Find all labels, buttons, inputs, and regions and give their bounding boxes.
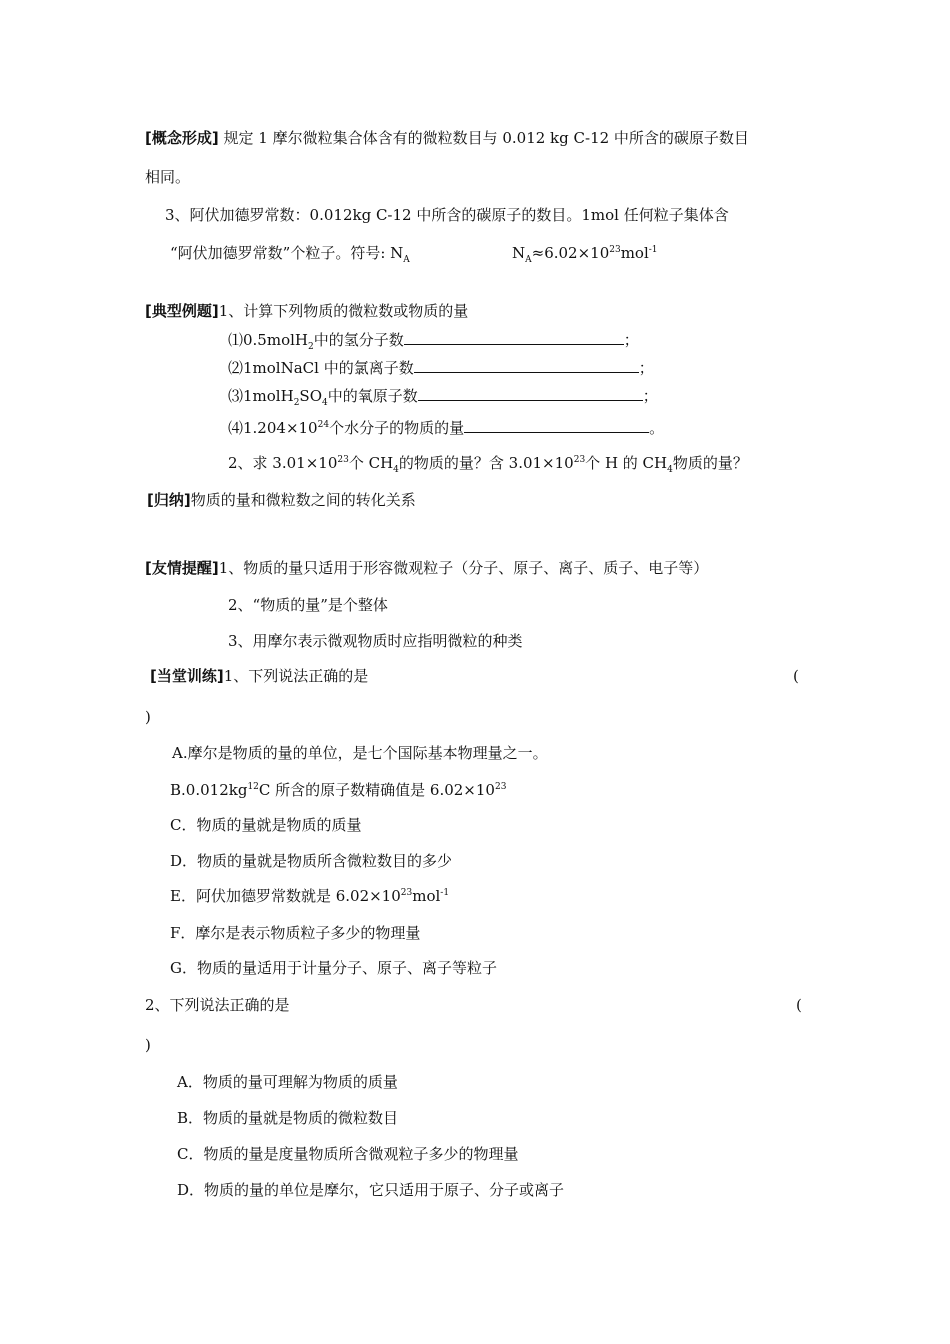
- avogadro-line-2: [170, 243, 410, 263]
- example-item-1: [228, 330, 639, 350]
- q1-option-e-a: E．阿伏加德罗常数就是 6.02×10: [170, 887, 401, 905]
- example-q2-sup1: 23: [337, 455, 349, 465]
- examples-q1: 1、计算下列物质的微粒数或物质的量: [218, 302, 469, 320]
- avogadro-value-main: ≈6.02×10: [531, 244, 610, 262]
- example-item-3: [228, 386, 658, 406]
- summary-text: 物质的量和微粒数之间的转化关系: [190, 491, 416, 509]
- example-q2: [228, 453, 748, 473]
- avogadro-value-sub: A: [525, 255, 532, 265]
- avogadro-value-n: N: [512, 244, 526, 262]
- example-item-2: [228, 358, 654, 378]
- tips-item-1: 1、物质的量只适用于形容微观粒子（分子、原子、离子、质子、电子等）: [218, 559, 709, 577]
- example-item-2-a: ⑵1molNaCl 中的氯离子数: [228, 359, 414, 377]
- q1-option-b: [170, 780, 506, 800]
- example-item-3-sub2: 4: [322, 398, 328, 408]
- practice-tag: [当堂训练]: [150, 667, 224, 685]
- example-q2-sub1: 4: [393, 465, 399, 475]
- examples-tag: [典型例题]: [145, 302, 219, 320]
- example-item-1-sub: 2: [308, 342, 314, 352]
- q1-option-e: [170, 886, 449, 906]
- q2-option-d: D．物质的量的单位是摩尔，它只适用于原子、分子或离子: [177, 1181, 565, 1199]
- q1-option-b-sup: 12: [247, 782, 259, 792]
- example-q2-e: 物质的量？: [672, 454, 748, 472]
- practice-q2-paren-open: (: [796, 996, 802, 1014]
- practice-q2-paren-close: ): [145, 1036, 151, 1054]
- avogadro-value: [512, 243, 658, 263]
- practice-q1: [150, 666, 368, 686]
- example-item-3-a2: SO: [299, 387, 322, 405]
- q2-option-a: A．物质的量可理解为物质的质量: [177, 1073, 398, 1091]
- example-q2-b: 个 CH: [348, 454, 394, 472]
- tips-line-1: [145, 558, 708, 578]
- example-item-3-sub: 2: [293, 398, 300, 408]
- example-item-1-a: ⑴0.5molH: [228, 331, 308, 349]
- practice-q1-paren-close: ): [145, 708, 151, 726]
- example-item-4-end: 。: [649, 419, 665, 437]
- q1-option-c: C．物质的量就是物质的质量: [170, 816, 362, 834]
- avogadro-value-exp: 23: [609, 245, 621, 255]
- q2-option-c: C．物质的量是度量物质所含微观粒子多少的物理量: [177, 1145, 519, 1163]
- q1-option-e-b: mol: [412, 887, 441, 905]
- example-item-4-b: 个水分子的物质的量: [329, 419, 465, 437]
- q1-option-f: F．摩尔是表示物质粒子多少的物理量: [170, 924, 421, 942]
- example-item-1-b: 中的氢分子数: [313, 331, 404, 349]
- avogadro-line-1: 3、阿伏加德罗常数：0.012kg C-12 中所含的碳原子的数目。1mol 任何粒子集体含: [165, 206, 729, 224]
- example-q2-sup2: 23: [573, 455, 586, 465]
- concept-tag: [概念形成]: [145, 129, 219, 147]
- answer-blank-3[interactable]: [418, 386, 643, 401]
- q1-option-b-b: C 所含的原子数精确值是 6.02×10: [258, 781, 495, 799]
- tips-tag: [友情提醒]: [145, 559, 219, 577]
- answer-blank-1[interactable]: [404, 330, 624, 345]
- avogadro-symbol-text: “阿伏加德罗常数”个粒子。符号: N: [170, 244, 404, 262]
- summary-tag: [归纳]: [147, 491, 191, 509]
- q1-option-b-a: B.0.012kg: [170, 781, 248, 799]
- example-item-3-end: ；: [642, 387, 658, 405]
- practice-q1-paren-open: (: [793, 667, 799, 685]
- q1-option-g: G．物质的量适用于计量分子、原子、离子等粒子: [170, 959, 497, 977]
- example-item-3-a: ⑶1molH: [228, 387, 294, 405]
- q2-option-b: B．物质的量就是物质的微粒数目: [177, 1109, 399, 1127]
- answer-blank-4[interactable]: [464, 418, 649, 433]
- concept-text-1: 规定 1 摩尔微粒集合体含有的微粒数目与 0.012 kg C-12 中所含的碳原子数目: [223, 129, 749, 147]
- example-q2-a: 2、求 3.01×10: [228, 454, 338, 472]
- tips-item-3: 3、用摩尔表示微观物质时应指明微粒的种类: [228, 632, 523, 650]
- example-q2-c: 的物质的量？含 3.01×10: [398, 454, 574, 472]
- example-item-4-sup: 24: [317, 420, 330, 430]
- example-item-2-end: ；: [638, 359, 654, 377]
- answer-blank-2[interactable]: [414, 358, 639, 373]
- avogadro-value-unit-exp: -1: [648, 245, 658, 255]
- concept-line-1: [145, 128, 749, 148]
- practice-q2: 2、下列说法正确的是: [145, 996, 290, 1014]
- q1-option-d: D．物质的量就是物质所含微粒数目的多少: [170, 852, 453, 870]
- example-item-4-a: ⑷1.204×10: [228, 419, 318, 437]
- avogadro-value-unit: mol: [620, 244, 649, 262]
- q1-option-b-sup2: 23: [494, 782, 507, 792]
- q1-option-e-sup: 23: [400, 888, 413, 898]
- avogadro-symbol-sub: A: [403, 255, 410, 265]
- example-q2-sub2: 4: [667, 465, 673, 475]
- practice-q1-text: 1、下列说法正确的是: [223, 667, 369, 685]
- q1-option-e-sup2: -1: [440, 888, 450, 898]
- concept-line-2: 相同。: [145, 168, 191, 186]
- q1-option-a: A.摩尔是物质的量的单位，是七个国际基本物理量之一。: [172, 744, 548, 762]
- tips-item-2: 2、“物质的量”是个整体: [228, 596, 388, 614]
- examples-heading: [145, 301, 468, 321]
- example-item-4: [228, 418, 664, 438]
- example-q2-d: 个 H 的 CH: [585, 454, 668, 472]
- example-item-3-b: 中的氧原子数: [327, 387, 418, 405]
- example-item-1-end: ；: [623, 331, 639, 349]
- summary-line: [147, 490, 416, 510]
